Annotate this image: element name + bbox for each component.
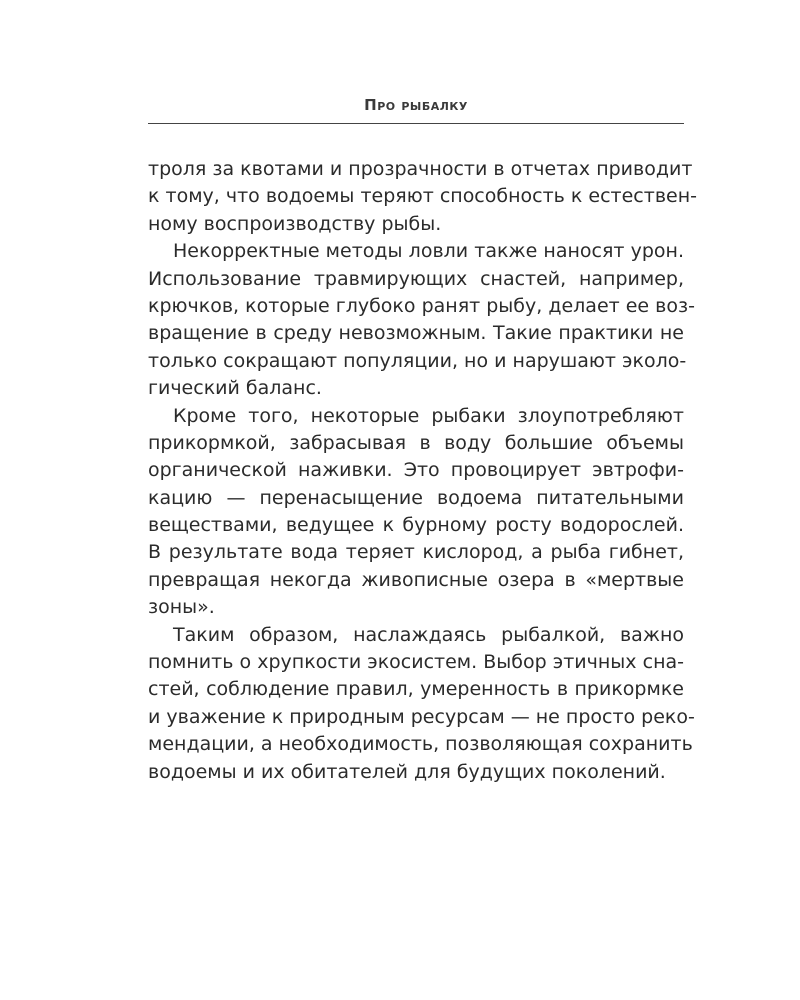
text-line: веществами, ведущее к бурному росту водорослей. xyxy=(148,514,684,537)
text-line: к тому, что водоемы теряют способность к естествен- xyxy=(148,185,697,208)
text-line: Некорректные методы ловли также наносят урон. xyxy=(173,240,684,263)
text-line: Кроме того, некоторые рыбаки злоупотребляют xyxy=(173,404,684,427)
text-line: мендации, а необходимость, позволяющая сохранить xyxy=(148,733,693,756)
text-line: только сокращают популяции, но и нарушают эколо- xyxy=(148,349,687,372)
text-line: вращение в среду невозможным. Такие практики не xyxy=(148,322,684,345)
text-line: помнить о хрупкости экосистем. Выбор этичных сна- xyxy=(148,651,684,674)
text-line: стей, соблюдение правил, умеренность в прикормке xyxy=(148,678,684,701)
text-line: В результате вода теряет кислород, а рыба гибнет, xyxy=(148,541,684,564)
text-line: ному воспроизводству рыбы. xyxy=(148,212,442,235)
text-line: водоемы и их обитателей для будущих поколений. xyxy=(148,760,666,783)
text-line: органической наживки. Это провоцирует эвтрофи- xyxy=(148,459,684,482)
text-line: крючков, которые глубоко ранят рыбу, делает ее воз- xyxy=(148,294,695,317)
text-line: прикормкой, забрасывая в воду большие объемы xyxy=(148,431,684,454)
text-line: гический баланс. xyxy=(148,377,322,400)
text-line: превращая некогда живописные озера в «мертвые xyxy=(148,568,684,591)
text-line: кацию — перенасыщение водоема питательными xyxy=(148,486,684,509)
text-line: Таким образом, наслаждаясь рыбалкой, важно xyxy=(173,623,684,646)
text-line: троля за квотами и прозрачности в отчетах приводит xyxy=(148,158,693,180)
text-line: Использование травмирующих снастей, например, xyxy=(148,267,684,290)
running-head-rule xyxy=(148,123,684,124)
body-text xyxy=(148,156,697,786)
text-line: зоны». xyxy=(148,596,215,619)
text-line: и уважение к природным ресурсам — не просто реко- xyxy=(148,705,695,728)
running-head: Про рыбалку xyxy=(364,96,468,114)
